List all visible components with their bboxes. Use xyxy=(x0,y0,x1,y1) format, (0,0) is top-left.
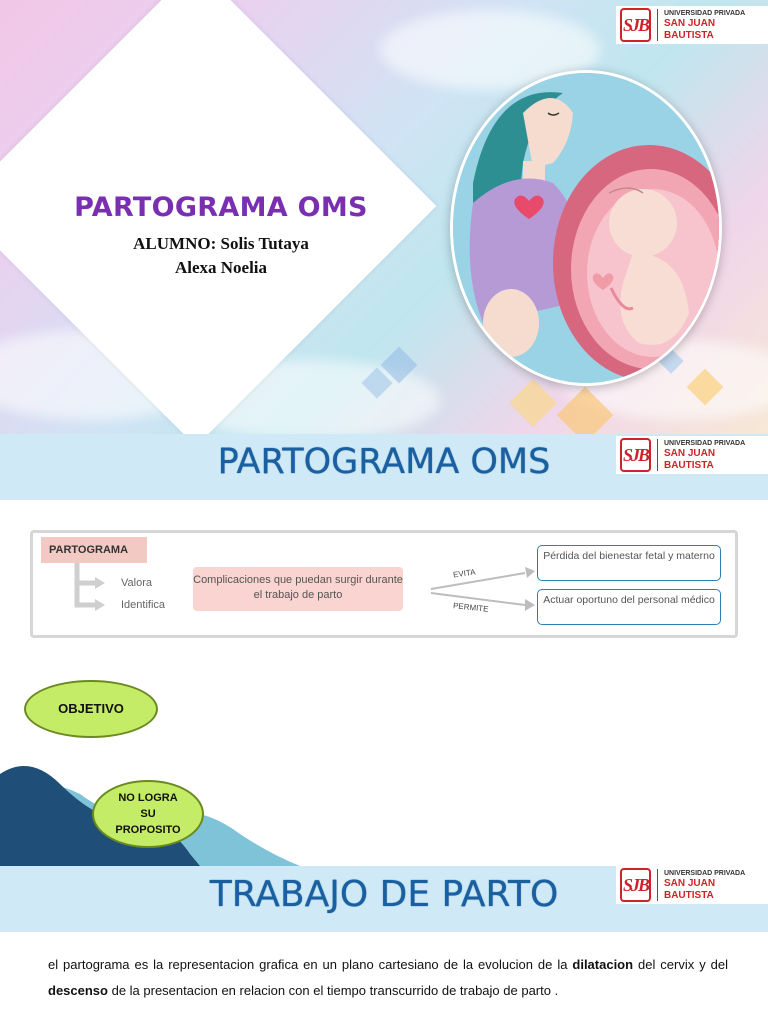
para-text-c: de la presentacion en relacion con el tiempo transcurrido de trabajo de parto . xyxy=(107,983,559,998)
identifica-label: Identifica xyxy=(121,599,166,611)
sjb-logo-icon: SJB xyxy=(620,8,651,42)
logo-line2: SAN JUAN BAUTISTA xyxy=(663,447,716,471)
student-name-line1: ALUMNO: Solis Tutaya xyxy=(133,234,309,253)
outcome-box-top: Pérdida del bienestar fetal y materno xyxy=(537,545,721,581)
student-name-line2: Alexa Noelia xyxy=(174,258,268,277)
logo-line1: UNIVERSIDAD PRIVADA xyxy=(663,869,746,877)
no-logra-line2: SU xyxy=(140,808,156,820)
logo-line1: UNIVERSIDAD PRIVADA xyxy=(663,439,746,447)
pregnancy-illustration xyxy=(450,70,722,386)
para-bold-descenso: descenso xyxy=(48,983,108,998)
logo-line2: SAN JUAN BAUTISTA xyxy=(663,877,716,901)
para-text-b: del cervix y del xyxy=(633,957,728,972)
slide2-title: PARTOGRAMA OMS xyxy=(217,442,551,482)
no-logra-ellipse xyxy=(92,780,204,848)
definition-paragraph xyxy=(48,952,728,1004)
university-logo xyxy=(616,436,768,474)
logo-line2: SAN JUAN BAUTISTA xyxy=(663,17,716,41)
para-bold-dilatacion: dilatacion xyxy=(572,957,634,972)
partograma-slide xyxy=(0,434,768,866)
para-text-a: el partograma es la representacion grafica en un plano cartesiano de la evolucion de la xyxy=(48,957,573,972)
evita-label: EVITA xyxy=(452,567,477,580)
partograma-diagram xyxy=(30,530,738,638)
valora-label: Valora xyxy=(121,577,152,589)
university-logo xyxy=(616,866,768,904)
objetivo-ellipse: OBJETIVO xyxy=(24,680,158,738)
pregnancy-illustration-icon xyxy=(453,73,722,386)
university-logo xyxy=(616,6,768,44)
logo-divider xyxy=(657,9,658,41)
permite-label: PERMITE xyxy=(452,601,489,614)
diagram-label: PARTOGRAMA xyxy=(41,537,147,563)
no-logra-line3: PROPOSITO xyxy=(115,824,181,836)
sjb-logo-icon: SJB xyxy=(620,868,651,902)
sjb-logo-icon: SJB xyxy=(620,438,651,472)
slide3-title: TRABAJO DE PARTO xyxy=(209,874,559,915)
logo-divider xyxy=(657,439,658,471)
logo-line1: UNIVERSIDAD PRIVADA xyxy=(663,9,746,17)
cover-text-block xyxy=(26,36,416,376)
cover-title: PARTOGRAMA OMS xyxy=(74,192,368,223)
cover-slide xyxy=(0,0,768,434)
logo-divider xyxy=(657,869,658,901)
complications-box: Complicaciones que puedan surgir durante el trabajo de parto xyxy=(193,567,403,611)
trabajo-de-parto-slide xyxy=(0,866,768,1024)
outcome-box-bottom: Actuar oportuno del personal médico xyxy=(537,589,721,625)
no-logra-line1: NO LOGRA xyxy=(118,792,178,804)
diamond-decoration xyxy=(509,379,557,427)
